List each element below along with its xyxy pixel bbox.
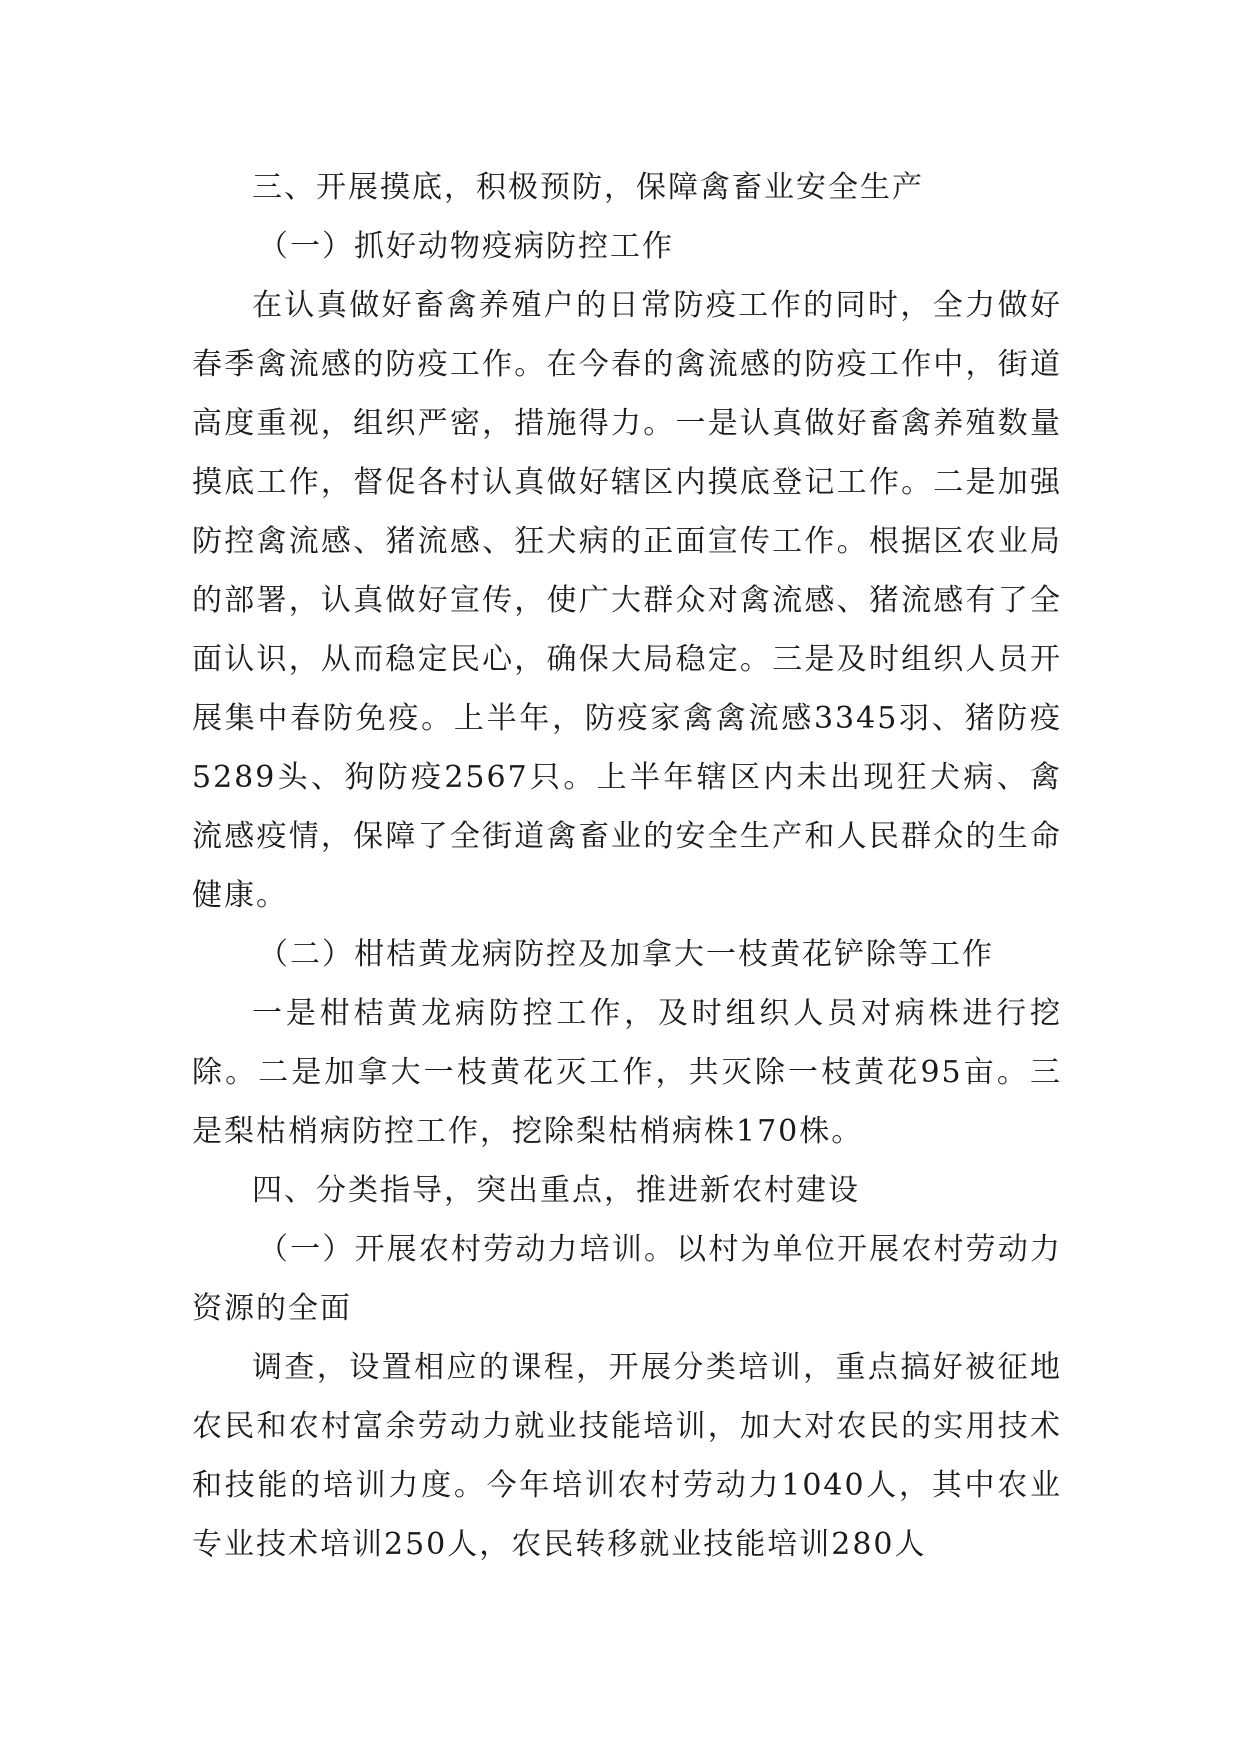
paragraph-epidemic-prevention: 在认真做好畜禽养殖户的日常防疫工作的同时，全力做好春季禽流感的防疫工作。在今春的禽流感的防疫工作中，街道高度重视，组织严密，措施得力。一是认真做好畜禽养殖数量摸底工作，督促各村认真做好辖区内摸底登记工作。二是加强防控禽流感、猪流感、狂犬病的正面宣传工作。根据区农业局的部署，认真做好宣传，使广大群众对禽流感、猪流感有了全面认识，从而稳定民心，确保大局稳定。三是及时组织人员开展集中春防免疫。上半年，防疫家禽禽流感3345羽、猪防疫5289头、狗防疫2567只。上半年辖区内未出现狂犬病、禽流感疫情，保障了全街道禽畜业的安全生产和人民群众的生命健康。 — [192, 288, 1062, 913]
section-heading-4: 四、分类指导，突出重点，推进新农村建设 — [252, 1173, 860, 1208]
section-heading-3: 三、开展摸底，积极预防，保障禽畜业安全生产 — [252, 170, 924, 205]
paragraph-citrus-disease-control: 一是柑桔黄龙病防控工作，及时组织人员对病株进行挖除。二是加拿大一枝黄花灭工作，共灭除一枝黄花95亩。三是梨枯梢病防控工作，挖除梨枯梢病株170株。 — [192, 996, 1062, 1149]
subsection-heading-4-1: （一）开展农村劳动力培训。以村为单位开展农村劳动力资源的全面 — [192, 1232, 1062, 1326]
document-body — [192, 158, 1062, 1574]
subsection-heading-3-2: （二）柑桔黄龙病防控及加拿大一枝黄花铲除等工作 — [258, 937, 994, 972]
paragraph-labor-training: 调查，设置相应的课程，开展分类培训，重点搞好被征地农民和农村富余劳动力就业技能培训，加大对农民的实用技术和技能的培训力度。今年培训农村劳动力1040人，其中农业专业技术培训250人，农民转移就业技能培训280人 — [192, 1350, 1062, 1562]
subsection-heading-3-1: （一）抓好动物疫病防控工作 — [258, 229, 674, 264]
